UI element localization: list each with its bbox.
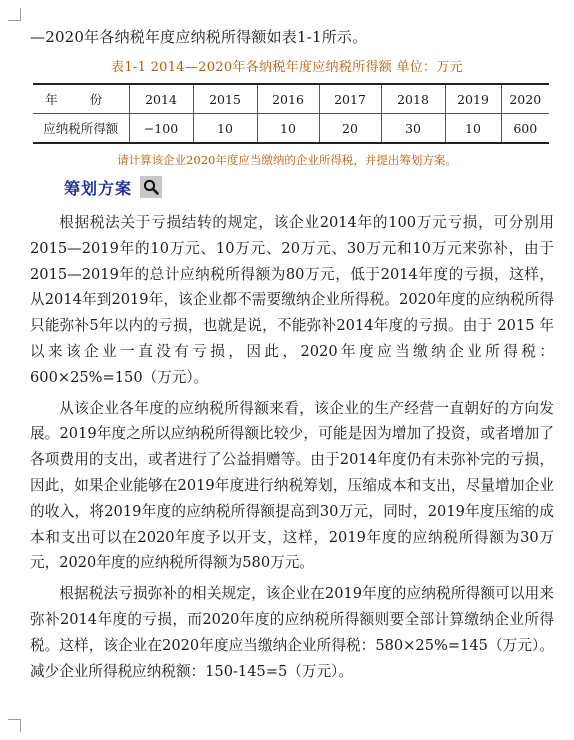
table-cell: 10 bbox=[445, 114, 501, 144]
paragraph: 根据税法关于亏损结转的规定，该企业2014年的100万元亏损，可分别用2015—2019年的10万元、10万元、20万元、30万元和10万元来弥补，由于2015—2019年的总计应纳税所得额为80万元，低于2014年度的亏损，这样，从2014年到2019年，该企业都不需要缴纳企业所得税。2020年度的应纳税所得只能弥补5年以内的亏损，也就是说，不能弥补2014年度的亏损。由于 2015 年以来该企业一直没有亏损，因此，2020年度应当缴纳企业所得税：600×25%=150（万元）。 bbox=[30, 214, 554, 386]
table-header-row bbox=[33, 84, 549, 114]
page-corner-mark bbox=[8, 719, 21, 732]
taxable-income-table bbox=[33, 83, 549, 144]
table-row bbox=[33, 114, 549, 144]
paragraph: 根据税法亏损弥补的相关规定，该企业在2019年度的应纳税所得额可以用来弥补2014年度的亏损，而2020年度的应纳税所得额则要全部计算缴纳企业所得税。这样，该企业在2020年度应当缴纳企业所得税：580×25%=145（万元）。减少企业所得税应纳税额：150-145=5（万元）。 bbox=[30, 585, 554, 680]
table-header-cell: 年 份 bbox=[33, 84, 129, 114]
paragraph: 从该企业各年度的应纳税所得额来看，该企业的生产经营一直朝好的方向发展。2019年度之所以应纳税所得额比较少，可能是因为增加了投资，或者增加了各项费用的支出，或者进行了公益捐赠等。由于2014年度仍有未弥补完的亏损，因此，如果企业能够在2019年度进行纳税筹划，压缩成本和支出，尽量增加企业的收入，将2019年度的应纳税所得额提高到30万元，同时，2019年度压缩的成本和支出可以在2020年度予以开支，这样，2019年度的应纳税所得额为30万元，2020年度的应纳税所得额为580万元。 bbox=[30, 399, 554, 572]
table-header-cell: 2017 bbox=[319, 84, 381, 114]
table-cell: −100 bbox=[129, 114, 193, 144]
table-header-cell: 2014 bbox=[129, 84, 193, 114]
table-header-cell: 2019 bbox=[445, 84, 501, 114]
table-title: 表1-1 2014—2020年各纳税年度应纳税所得额 单位：万元 bbox=[111, 60, 463, 75]
table-header-cell: 2020 bbox=[501, 84, 549, 114]
table-cell: 应纳税所得额 bbox=[33, 114, 129, 144]
table-cell: 10 bbox=[257, 114, 319, 144]
body-text bbox=[30, 210, 554, 684]
page-corner-mark bbox=[8, 8, 21, 21]
table-header-cell: 2015 bbox=[193, 84, 257, 114]
search-icon bbox=[140, 176, 162, 198]
plan-heading bbox=[64, 175, 162, 199]
table-cell: 10 bbox=[193, 114, 257, 144]
table-cell: 20 bbox=[319, 114, 381, 144]
table-header-cell: 2018 bbox=[381, 84, 445, 114]
table-cell: 600 bbox=[501, 114, 549, 144]
intro-line: —2020年各纳税年度应纳税所得额如表1-1所示。 bbox=[30, 28, 368, 46]
question-text: 请计算该企业2020年度应当缴纳的企业所得税，并提出筹划方案。 bbox=[117, 153, 457, 167]
table-cell: 30 bbox=[381, 114, 445, 144]
plan-title: 筹划方案 bbox=[64, 178, 133, 198]
table-header-cell: 2016 bbox=[257, 84, 319, 114]
